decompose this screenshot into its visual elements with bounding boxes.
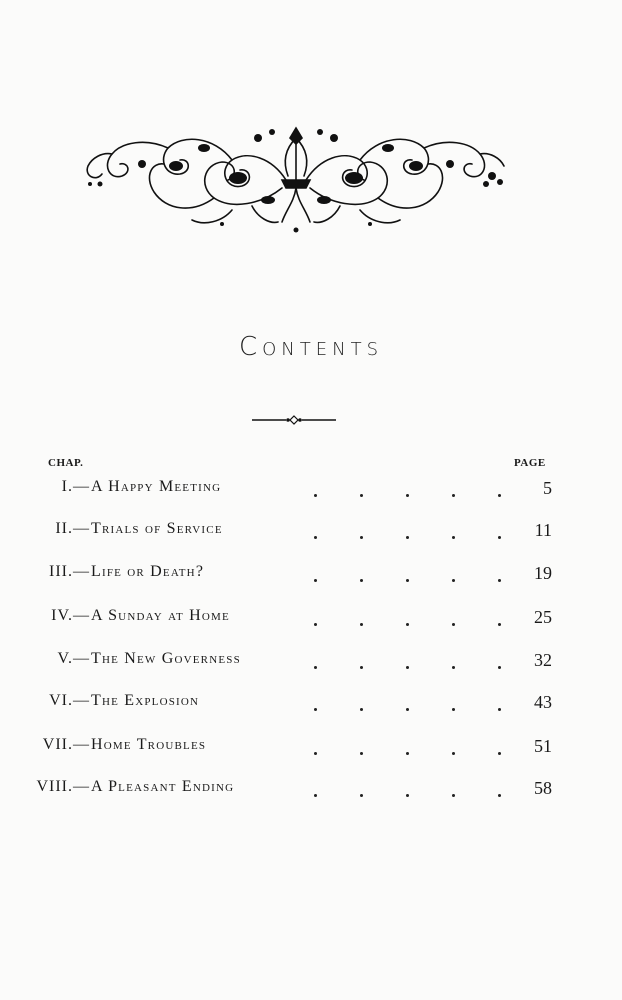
leader-dot: [406, 579, 409, 582]
leader-dot: [498, 579, 501, 582]
leader-dot: [314, 708, 317, 711]
chapter-title: A Sunday at Home: [91, 607, 230, 624]
toc-row: [0, 650, 622, 680]
leader-dot: [360, 794, 363, 797]
page-number: 19: [534, 563, 552, 583]
leader-dot: [314, 579, 317, 582]
decorative-rule-icon: [250, 414, 338, 426]
chapter-title: Trials of Service: [91, 520, 223, 537]
decorative-ornament-icon: [82, 118, 510, 236]
leader-dot: [452, 579, 455, 582]
chapter-title: Life or Death?: [91, 563, 205, 580]
leader-dot: [360, 579, 363, 582]
leader-dot: [406, 708, 409, 711]
leader-dot: [406, 494, 409, 497]
chapter-title: A Happy Meeting: [91, 478, 222, 495]
leader-dot: [498, 708, 501, 711]
leader-dot: [314, 752, 317, 755]
leader-dot: [452, 752, 455, 755]
chapter-column-header: CHAP.: [48, 457, 84, 469]
leader-dot: [498, 536, 501, 539]
chapter-number: I.—: [61, 478, 90, 495]
page-number: 5: [543, 478, 552, 498]
leader-dot: [314, 794, 317, 797]
page-number: 43: [534, 692, 552, 712]
leader-dot: [406, 536, 409, 539]
leader-dot: [498, 752, 501, 755]
chapter-number: VI.—: [49, 692, 90, 709]
leader-dot: [452, 666, 455, 669]
leader-dot: [314, 494, 317, 497]
chapter-title: A Pleasant Ending: [91, 778, 235, 795]
leader-dot: [498, 623, 501, 626]
leader-dot: [360, 494, 363, 497]
page-number: 51: [534, 736, 552, 756]
leader-dot: [360, 536, 363, 539]
page-title: Contents: [238, 332, 384, 362]
toc-row: [0, 607, 622, 637]
leader-dot: [452, 623, 455, 626]
toc-row: [0, 520, 622, 550]
leader-dot: [452, 536, 455, 539]
leader-dot: [498, 666, 501, 669]
page-number: 32: [534, 650, 552, 670]
leader-dot: [452, 494, 455, 497]
leader-dot: [452, 708, 455, 711]
leader-dot: [314, 666, 317, 669]
leader-dot: [406, 794, 409, 797]
page-number: 58: [534, 778, 552, 798]
chapter-number: VIII.—: [36, 778, 90, 795]
toc-row: [0, 478, 622, 508]
chapter-number: II.—: [55, 520, 90, 537]
leader-dot: [314, 623, 317, 626]
leader-dot: [452, 794, 455, 797]
leader-dot: [360, 623, 363, 626]
page-column-header: PAGE: [514, 457, 546, 469]
chapter-number: III.—: [49, 563, 90, 580]
leader-dot: [406, 752, 409, 755]
page-number: 25: [534, 607, 552, 627]
toc-row: [0, 736, 622, 766]
leader-dot: [360, 752, 363, 755]
page-number: 11: [534, 520, 552, 540]
leader-dot: [314, 536, 317, 539]
leader-dot: [360, 708, 363, 711]
chapter-number: IV.—: [51, 607, 90, 624]
leader-dot: [406, 666, 409, 669]
toc-row: [0, 692, 622, 722]
toc-row: [0, 778, 622, 808]
chapter-number: V.—: [57, 650, 90, 667]
chapter-title: The Explosion: [91, 692, 200, 709]
chapter-title: The New Governess: [91, 650, 241, 667]
chapter-title: Home Troubles: [91, 736, 207, 753]
leader-dot: [498, 794, 501, 797]
toc-row: [0, 563, 622, 593]
leader-dot: [360, 666, 363, 669]
leader-dot: [406, 623, 409, 626]
chapter-number: VII.—: [42, 736, 90, 753]
leader-dot: [498, 494, 501, 497]
